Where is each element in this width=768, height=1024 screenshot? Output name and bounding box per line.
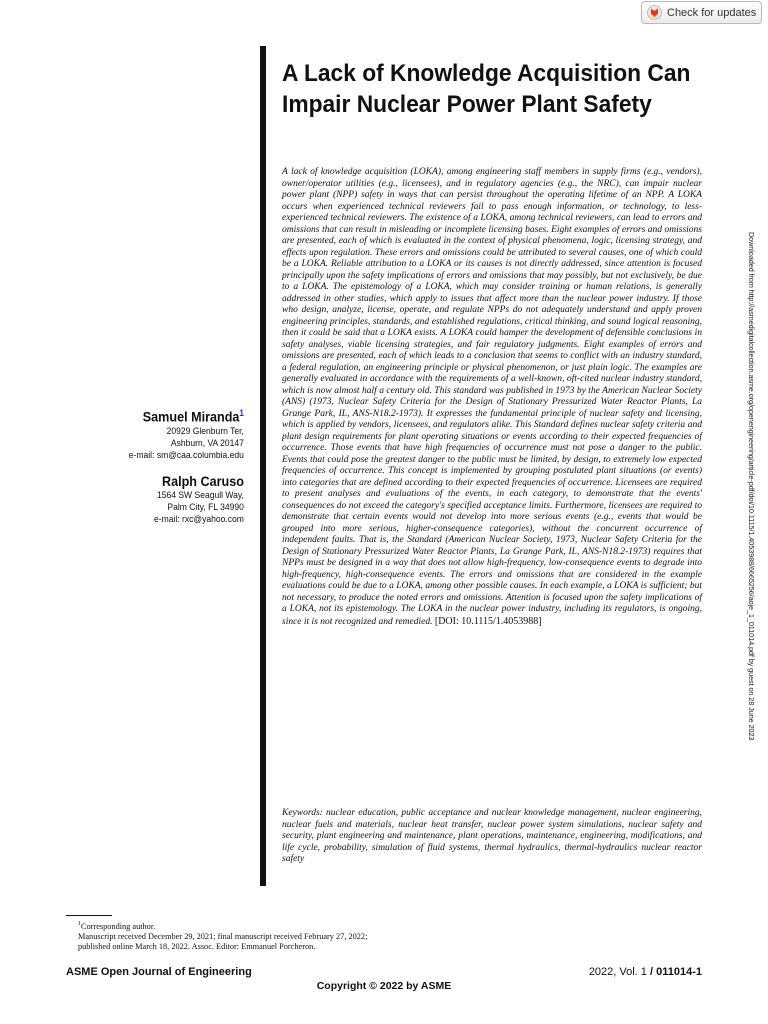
doi-link[interactable]: [DOI: 10.1115/1.4053988]	[434, 615, 542, 627]
author-address-line2: Ashburn, VA 20147	[170, 437, 244, 449]
author-address-line1: 1564 SW Seagull Way,	[157, 490, 244, 501]
article-title: A Lack of Knowledge Acquisition Can Impair Nuclear Power Plant Safety	[282, 60, 691, 118]
page-separator: /	[649, 966, 654, 978]
author-name: Ralph Caruso	[162, 473, 244, 489]
page-number: 011014-1	[656, 966, 702, 978]
author-block-2	[144, 473, 244, 526]
author-block-1	[116, 405, 244, 462]
author-name: Samuel Miranda$^1$	[142, 408, 244, 425]
download-stamp-text: Downloaded from http://asmedigitalcollection.asme.org/openengineering/article-pdf/doi/10.1115/1.4053988/6665256/aoje_1_011014.pdf by guest on 28 June 2023	[747, 232, 756, 741]
footnote-rule	[66, 915, 112, 916]
volume-info: 2022, Vol. 1	[588, 966, 647, 978]
title-rule	[260, 46, 266, 886]
author-address-line1: 20929 Glenburn Ter,	[166, 425, 244, 437]
download-stamp	[746, 232, 758, 772]
check-for-updates-button[interactable]	[641, 1, 762, 24]
journal-name: ASME Open Journal of Engineering	[66, 966, 252, 978]
author-email[interactable]: e-mail: sm@caa.columbia.edu	[128, 449, 244, 461]
copyright: Copyright © 2022 by ASME	[316, 980, 452, 992]
page-info	[589, 966, 702, 978]
keywords: Keywords: nuclear education, public acceptance and nuclear knowledge management, nuclear engineering, nuclear fuels and materials, nuclear heat transfer, nuclear power system simulations, nuclear safety and security, plant engineering and maintenance, plant operations, maintenance, engineering, modifications, and life cycle, probability, simulation of fluid systems, thermal hydraulics, thermal-hydraulics nuclear reactor safety	[282, 808, 702, 864]
abstract-text: A lack of knowledge acquisition (LOKA), among engineering staff members in supply firms (e.g., vendors), owner/operator utilities (e.g., licensees), and in regulatory agencies (e.g., the NRC), can impair nuclear power plant (NPP) safety in ways that can persist throughout the operating lifetime of an NPP. A LOKA occurs when experienced technical reviewers fail to pass enough information, or technology, to less-experienced technical reviewers. The existence of a LOKA, among technical reviewers, can lead to errors and omissions that can result in misleading or incomplete licensing bases. Eight examples of errors and omissions are presented, each of which is evaluated in the context of physical phenomena, logic, licensing strategy, and effects upon regulation. These errors and omissions could be attributed to several causes, one of which could be a LOKA. Reliable attribution to a LOKA or its causes is not directly addressed, since attention is focused principally upon the safety implications of errors and omissions that may possibly, but not exclusively, be due to a LOKA. The epistemology of a LOKA, which may consider training or human relations, is generally addressed in other studies, which apply to issues that affect more than the nuclear power industry. If those who design, analyze, license, operate, and regulate NPPs do not adequately understand and apply proven engineering principles, standards, and established regulations, critical thinking, and sound logical reasoning, then it could be said that a LOKA exists. A LOKA could hamper the development of defensible conclusions in safety analyses, viable licensing strategies, and fair regulatory judgments. Eight examples of errors and omissions are presented, each of which leads to a conclusion that seems to conflict with an industry standard, a federal regulation, an engineering principle or physical phenomenon, or just plain logic. The examples are generally evaluated in accordance with the requirements of a well-known, oft-cited nuclear industry standard, which is now almost half a century old. This standard was published in 1973 by the American Nuclear Society (ANS) (1973, Nuclear Safety Criteria for the Design of Stationary Pressurized Water Reactor Plants, La Grange Park, IL, ANS-N18.2-1973). It expresses the fundamental principle of nuclear safety and licensing, which is applied by vendors, licensees, and regulators alike. This Standard defines nuclear safety criteria and plant design requirements for plant operating situations or events according to their expected frequencies of occurrence. Those events that have high frequencies of occurrence must not pose a danger to the public. Events that could pose the greatest danger to the public must be limited, by design, to extremely low expected frequencies of occurrence. This concept is implemented by grouping postulated plant situations (or events) into categories that are defined according to their expected frequencies of occurrence. Licensees are required to present analyses and evaluations of the events, in each category, to demonstrate that the events' consequences do not exceed the category's specified acceptance limits. Furthermore, licensees are required to demonstrate that certain events would not develop into more serious events (e.g., events that would be grouped into more serious, higher-consequence categories), without the concurrent occurrence of independent faults. That is, the Standard (American Nuclear Society, 1973, Nuclear Safety Criteria for the Design of Stationary Pressurized Water Reactor Plants, La Grange Park, IL, ANS-N18.2-1973) requires that NPPs must be designed in a way that does not allow high-frequency, low-consequence events to degrade into high-frequency, high-consequence events. The errors and omissions that are considered in the example evaluations could be due to a LOKA, among other possible causes. In each example, a LOKA is sufficient; but not necessary, to produce the noted errors and omissions. Attention is focused upon the safety implications of a LOKA, not its epistemology. The LOKA in the nuclear power industry, including its regulators, is ongoing, since it is not recognized and remedied.	[282, 167, 702, 627]
author-address-line2: Palm City, FL 34990	[167, 502, 244, 513]
abstract	[282, 167, 702, 628]
author-email[interactable]: e-mail: rxc@yahoo.com	[154, 514, 244, 525]
footnotes	[66, 919, 386, 953]
crossmark-icon	[647, 5, 662, 20]
footnote-marker[interactable]: 1	[239, 408, 244, 418]
footnote-corresponding: $^1$Corresponding author.	[78, 921, 156, 931]
check-for-updates-label: Check for updates	[667, 6, 757, 19]
footnote-manuscript: Manuscript received December 29, 2021; final manuscript received February 27, 2022; published online March 18, 2022. Assoc. Editor: Emmanuel Porcheron.	[78, 932, 368, 952]
